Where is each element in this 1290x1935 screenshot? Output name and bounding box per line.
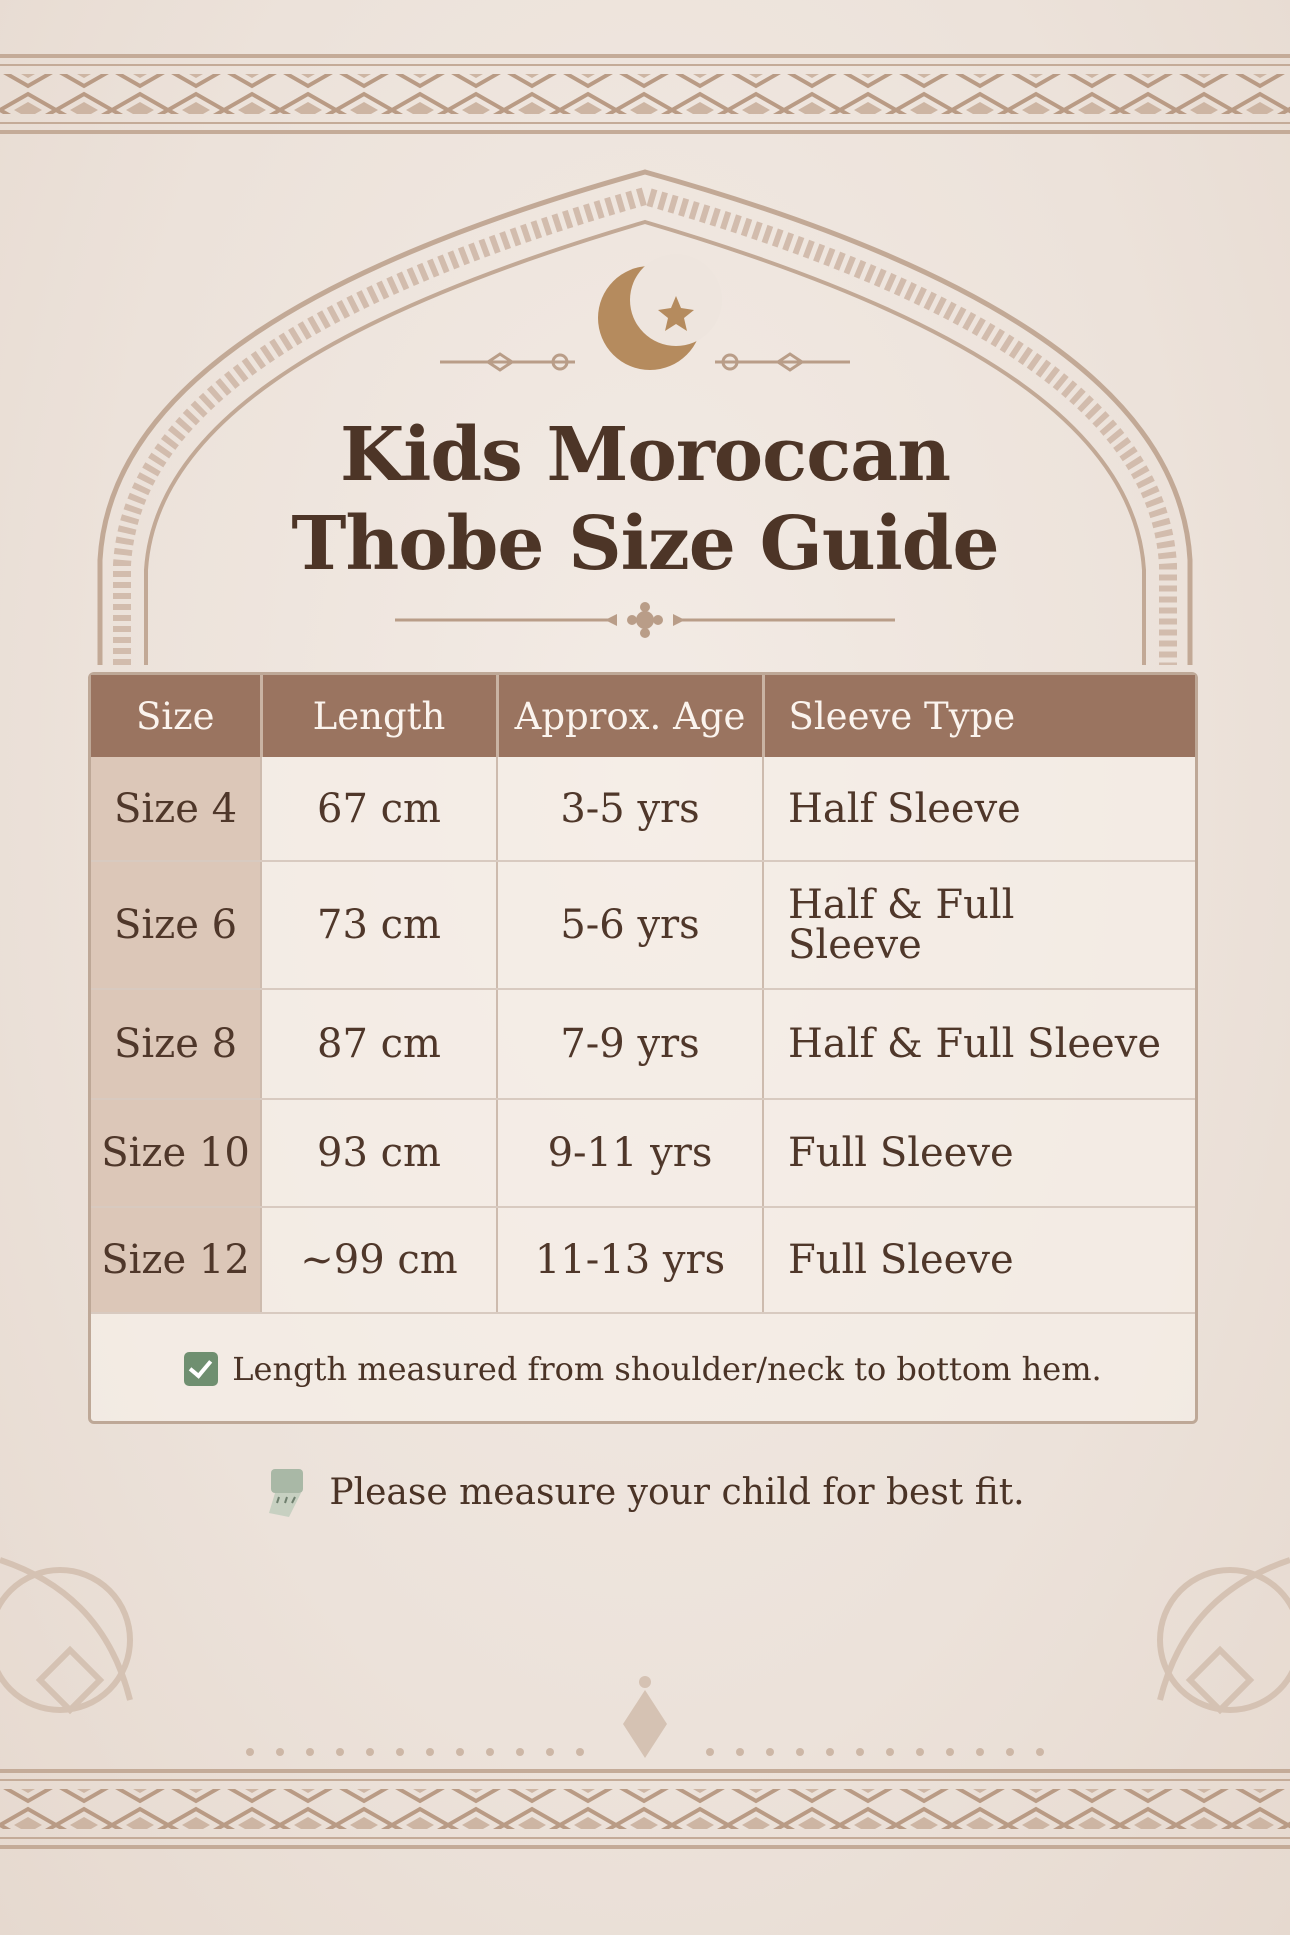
header-age: Approx. Age: [497, 675, 763, 757]
cell-age: 11-13 yrs: [497, 1207, 763, 1313]
cell-size: Size 8: [91, 989, 261, 1099]
page-title-line1: Kids Moroccan: [339, 412, 951, 498]
title-divider: [395, 602, 895, 638]
cell-sleeve: Full Sleeve: [763, 1207, 1195, 1313]
measurement-note: [91, 1317, 1195, 1421]
table-row: [91, 757, 1195, 861]
cell-sleeve-line1: Half & Full: [788, 882, 1015, 928]
cell-size: Size 6: [91, 861, 261, 989]
cell-length: ~99 cm: [261, 1207, 497, 1313]
page-title-line2: Thobe Size Guide: [291, 501, 999, 587]
corner-ornament-left: [0, 1560, 130, 1710]
cell-age: 7-9 yrs: [497, 989, 763, 1099]
header-size: Size: [91, 675, 261, 757]
table-row: [91, 1207, 1195, 1313]
cell-sleeve: Full Sleeve: [763, 1099, 1195, 1207]
size-table: [91, 675, 1195, 1314]
table-row: [91, 1099, 1195, 1207]
bottom-center-ornament: [623, 1676, 667, 1758]
measuring-tape-icon: [265, 1465, 309, 1519]
cell-length: 93 cm: [261, 1099, 497, 1207]
cell-length: 73 cm: [261, 861, 497, 989]
corner-ornament-right: [1160, 1560, 1290, 1710]
cell-size: Size 10: [91, 1099, 261, 1207]
cell-size: Size 4: [91, 757, 261, 861]
cell-size: Size 12: [91, 1207, 261, 1313]
table-row: [91, 989, 1195, 1099]
cell-age: 9-11 yrs: [497, 1099, 763, 1207]
cell-sleeve: Half & Full Sleeve: [763, 989, 1195, 1099]
checkmark-icon: [184, 1352, 218, 1386]
size-table-card: [88, 672, 1198, 1424]
header-length: Length: [261, 675, 497, 757]
cell-age: 5-6 yrs: [497, 861, 763, 989]
measurement-note-text: Length measured from shoulder/neck to bottom hem.: [232, 1350, 1102, 1388]
cell-length: 67 cm: [261, 757, 497, 861]
cell-sleeve: [763, 861, 1195, 989]
header-sleeve: Sleeve Type: [763, 675, 1195, 757]
table-header-row: [91, 675, 1195, 757]
cell-length: 87 cm: [261, 989, 497, 1099]
table-row: [91, 861, 1195, 989]
footer-note-text: Please measure your child for best fit.: [329, 1471, 1025, 1513]
cell-age: 3-5 yrs: [497, 757, 763, 861]
cell-sleeve-line2: Sleeve: [788, 922, 922, 968]
crescent-moon-star-icon: [598, 254, 722, 370]
footer-note: [0, 1462, 1290, 1522]
cell-sleeve: Half Sleeve: [763, 757, 1195, 861]
